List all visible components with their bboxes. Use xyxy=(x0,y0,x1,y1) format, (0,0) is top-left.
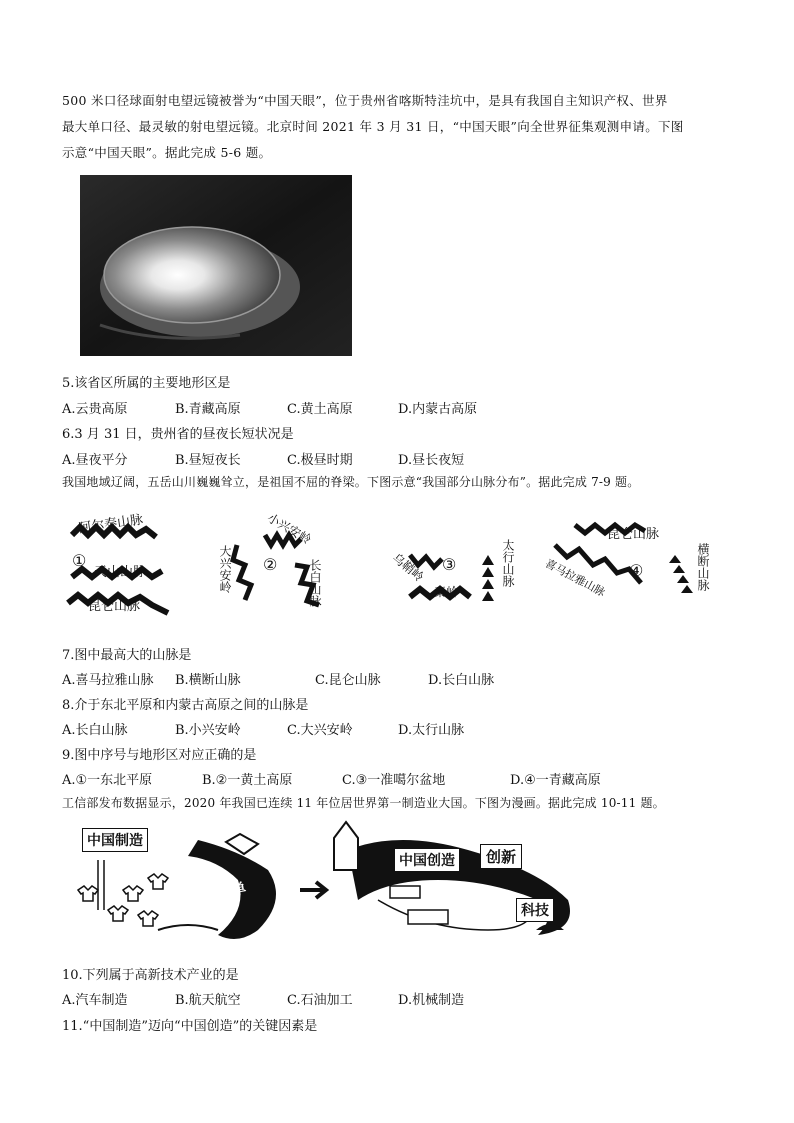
panel-4-number: ④ xyxy=(629,561,644,580)
label-qinling: 秦岭 xyxy=(434,585,459,599)
manufacturing-cartoon xyxy=(68,820,588,950)
label-wushaoling: 乌鞘岭 xyxy=(389,550,427,585)
mountain-panel-1 xyxy=(60,505,190,630)
question-7-stem: 7.图中最高大的山脉是 xyxy=(62,648,192,663)
question-8-stem: 8.介于东北平原和内蒙古高原之间的山脉是 xyxy=(62,698,309,713)
q7-option-a[interactable]: A.喜马拉雅山脉 xyxy=(62,673,154,688)
label-kunlun-1: 昆仑山脉 xyxy=(88,599,141,614)
q5-option-c[interactable]: C.黄土高原 xyxy=(287,402,353,417)
label-hengduan: 横断山脉 xyxy=(696,543,710,591)
panel-1-number: ① xyxy=(72,551,87,570)
intro-mountains: 我国地域辽阔，五岳山川巍巍耸立，是祖国不屈的脊梁。下图示意“我国部分山脉分布”。据此完成 7-9 题。 xyxy=(62,475,640,489)
q6-option-d[interactable]: D.昼长夜短 xyxy=(398,453,465,468)
q9-option-a[interactable]: A.①一东北平原 xyxy=(62,773,153,788)
label-changbai: 长白山脉 xyxy=(308,559,322,607)
q6-option-b[interactable]: B.昼短夜长 xyxy=(175,453,241,468)
q7-option-b[interactable]: B.横断山脉 xyxy=(175,673,241,688)
q9-option-b[interactable]: B.②一黄土高原 xyxy=(202,773,293,788)
q9-option-c[interactable]: C.③一准噶尔盆地 xyxy=(342,773,446,788)
q10-option-c[interactable]: C.石油加工 xyxy=(287,993,353,1008)
label-kunlun-2: 昆仑山脉 xyxy=(607,527,660,542)
q10-option-d[interactable]: D.机械制造 xyxy=(398,993,465,1008)
label-tianshan: 天山山脉 xyxy=(94,565,147,580)
question-5-stem: 5.该省区所属的主要地形区是 xyxy=(62,376,231,391)
question-11-stem: 11.“中国制造”迈向“中国创造”的关键因素是 xyxy=(62,1019,318,1034)
intro-line-3: 示意“中国天眼”。据此完成 5-6 题。 xyxy=(62,145,272,160)
label-taihang: 太行山脉 xyxy=(501,539,515,587)
q7-option-c[interactable]: C.昆仑山脉 xyxy=(315,673,381,688)
q8-option-b[interactable]: B.小兴安岭 xyxy=(175,723,241,738)
label-xiaoxinganling: 小兴安岭 xyxy=(265,510,314,547)
q8-option-a[interactable]: A.长白山脉 xyxy=(62,723,128,738)
q10-option-a[interactable]: A.汽车制造 xyxy=(62,993,128,1008)
order-label: 订单 xyxy=(216,880,248,902)
q5-option-d[interactable]: D.内蒙古高原 xyxy=(398,402,478,417)
mountain-panel-3 xyxy=(390,505,530,630)
q6-option-c[interactable]: C.极昼时期 xyxy=(287,453,353,468)
label-daxinganling: 大兴安岭 xyxy=(218,545,232,593)
intro-line-2: 最大单口径、最灵敏的射电望远镜。北京时间 2021 年 3 月 31 日，“中国天眼”向全世界征集观测申请。下图 xyxy=(62,119,684,134)
sign-created-in-china: 中国创造 xyxy=(394,848,460,872)
technology-sign: 科技 xyxy=(516,898,554,922)
sign-made-in-china: 中国制造 xyxy=(82,828,148,852)
panel-2-number: ② xyxy=(263,555,278,574)
panel-3-number: ③ xyxy=(442,555,457,574)
label-altay: 阿尔泰山脉 xyxy=(77,512,145,537)
q8-option-d[interactable]: D.太行山脉 xyxy=(398,723,465,738)
china-sky-eye-photo xyxy=(80,175,352,356)
mountain-panel-2 xyxy=(215,505,355,630)
question-9-stem: 9.图中序号与地形区对应正确的是 xyxy=(62,748,257,763)
q10-option-b[interactable]: B.航天航空 xyxy=(175,993,241,1008)
q9-option-d[interactable]: D.④一青藏高原 xyxy=(510,773,601,788)
mountain-panel-4 xyxy=(542,505,725,630)
q7-option-d[interactable]: D.长白山脉 xyxy=(428,673,495,688)
question-10-stem: 10.下列属于高新技术产业的是 xyxy=(62,968,239,983)
mountain-ranges-figure xyxy=(60,505,730,635)
intro-line-1: 500 米口径球面射电望远镜被誉为“中国天眼”，位于贵州省喀斯特洼坑中，是具有我国自主知识产权、世界 xyxy=(62,93,668,108)
q8-option-c[interactable]: C.大兴安岭 xyxy=(287,723,353,738)
innovation-sign: 创新 xyxy=(480,844,522,869)
q5-option-b[interactable]: B.青藏高原 xyxy=(175,402,241,417)
question-6-stem: 6.3 月 31 日，贵州省的昼夜长短状况是 xyxy=(62,427,294,442)
q5-option-a[interactable]: A.云贵高原 xyxy=(62,402,128,417)
intro-manufacturing: 工信部发布数据显示，2020 年我国已连续 11 年位居世界第一制造业大国。下图为漫画。据此完成 10-11 题。 xyxy=(62,796,665,810)
label-himalaya: 喜马拉雅山脉 xyxy=(542,556,608,600)
q6-option-a[interactable]: A.昼夜平分 xyxy=(62,453,128,468)
